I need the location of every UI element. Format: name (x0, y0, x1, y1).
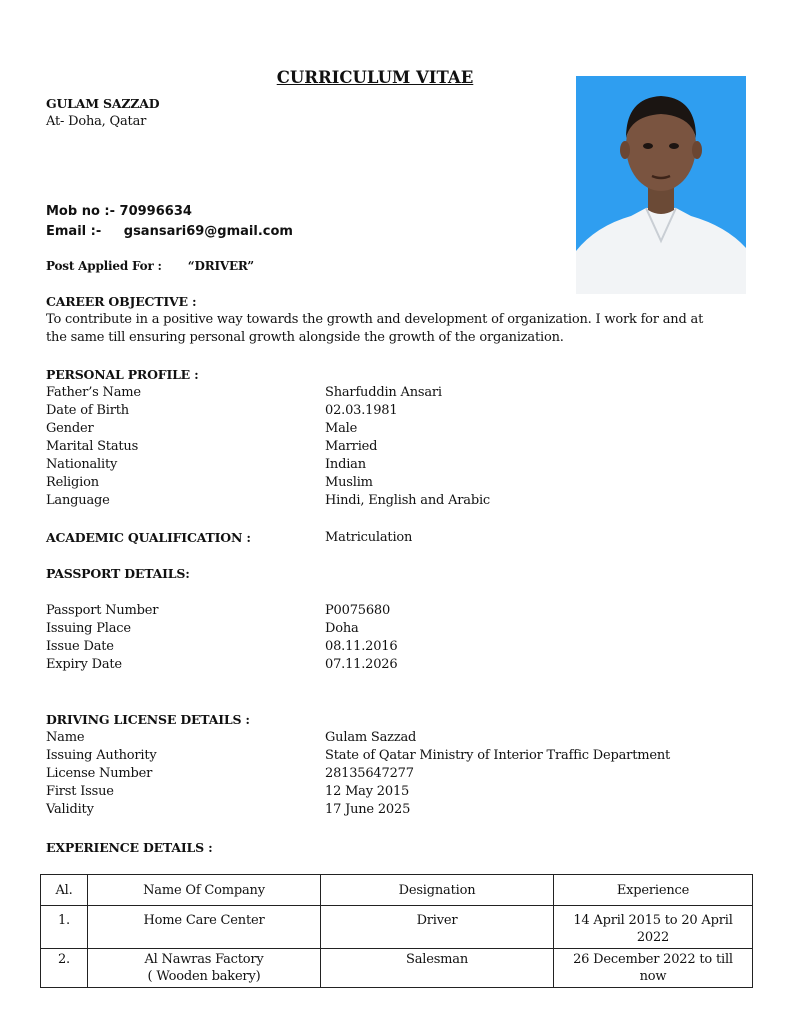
field-value: Indian (325, 457, 366, 472)
column-header-designation: Designation (321, 875, 554, 906)
field-value: State of Qatar Ministry of Interior Traffic Department (325, 748, 671, 763)
field-label: Issuing Place (46, 621, 131, 636)
field-value: 02.03.1981 (325, 403, 398, 418)
company-name: Al Nawras Factory (144, 952, 264, 967)
field-value: Married (325, 439, 378, 454)
field-label: Date of Birth (46, 403, 129, 418)
driving-license-heading: DRIVING LICENSE DETAILS : (46, 712, 250, 727)
field-label: Issue Date (46, 639, 114, 654)
passport-details-heading: PASSPORT DETAILS: (46, 566, 190, 581)
field-label: Language (46, 493, 110, 508)
personal-row-nationality (46, 456, 746, 474)
license-row-validity (46, 801, 746, 819)
post-applied-line (46, 259, 254, 273)
experience-cell: 26 December 2022 to till now (554, 949, 753, 988)
field-value: 08.11.2016 (325, 639, 398, 654)
table-header-row (41, 875, 753, 906)
experience-cell: 14 April 2015 to 20 April 2022 (554, 906, 753, 949)
personal-row-dob (46, 402, 746, 420)
person-portrait-icon (576, 76, 746, 294)
field-label: Expiry Date (46, 657, 122, 672)
license-row-first-issue (46, 783, 746, 801)
personal-row-gender (46, 420, 746, 438)
field-label: Name (46, 730, 85, 745)
field-label: Father’s Name (46, 385, 141, 400)
designation-cell: Salesman (321, 949, 554, 988)
field-label: Marital Status (46, 439, 139, 454)
email-line (46, 224, 293, 239)
post-applied-value: “DRIVER” (187, 259, 254, 273)
serial-cell: 1. (41, 906, 88, 949)
field-value: 28135647277 (325, 766, 414, 781)
post-applied-label: Post Applied For : (46, 259, 162, 273)
designation-cell: Driver (321, 906, 554, 949)
academic-qualification-value: Matriculation (325, 530, 413, 545)
field-label: First Issue (46, 784, 114, 799)
mobile-number: 70996634 (119, 204, 192, 219)
field-value: P0075680 (325, 603, 391, 618)
field-value: Hindi, English and Arabic (325, 493, 490, 508)
passport-row-place (46, 620, 746, 638)
experience-table (40, 874, 753, 988)
career-objective-heading: CAREER OBJECTIVE : (46, 294, 197, 309)
academic-qualification-row (46, 529, 746, 547)
experience-details-heading: EXPERIENCE DETAILS : (46, 840, 213, 855)
field-value: 17 June 2025 (325, 802, 411, 817)
personal-row-language (46, 492, 746, 510)
table-row (41, 906, 753, 949)
academic-qualification-heading: ACADEMIC QUALIFICATION : (46, 530, 251, 545)
candidate-name: GULAM SAZZAD (46, 96, 160, 111)
career-objective-line-2: the same till ensuring personal growth alongside the growth of the organization. (46, 330, 564, 345)
personal-row-marital (46, 438, 746, 456)
license-row-number (46, 765, 746, 783)
field-value: Sharfuddin Ansari (325, 385, 442, 400)
table-row (41, 949, 753, 988)
field-value: 07.11.2026 (325, 657, 398, 672)
passport-row-number (46, 602, 746, 620)
field-label: Religion (46, 475, 99, 490)
serial-cell: 2. (41, 949, 88, 988)
company-cell (88, 949, 321, 988)
company-cell: Home Care Center (88, 906, 321, 949)
field-label: Validity (46, 802, 94, 817)
field-value: Muslim (325, 475, 373, 490)
document-title: CURRICULUM VITAE (276, 68, 474, 87)
column-header-serial: Al. (41, 875, 88, 906)
field-value: 12 May 2015 (325, 784, 410, 799)
company-note: ( Wooden bakery) (147, 969, 261, 984)
field-value: Male (325, 421, 358, 436)
field-value: Doha (325, 621, 359, 636)
field-label: License Number (46, 766, 153, 781)
license-row-name (46, 729, 746, 747)
personal-row-religion (46, 474, 746, 492)
field-value: Gulam Sazzad (325, 730, 417, 745)
column-header-experience: Experience (554, 875, 753, 906)
column-header-company: Name Of Company (88, 875, 321, 906)
field-label: Nationality (46, 457, 118, 472)
license-row-authority (46, 747, 746, 765)
passport-row-issue-date (46, 638, 746, 656)
email-label: Email :- (46, 224, 102, 239)
mobile-line (46, 204, 192, 219)
personal-profile-heading: PERSONAL PROFILE : (46, 367, 199, 382)
passport-row-expiry-date (46, 656, 746, 674)
field-label: Gender (46, 421, 94, 436)
profile-photo (576, 76, 746, 294)
candidate-address: At- Doha, Qatar (46, 114, 147, 129)
mobile-label: Mob no :- (46, 204, 116, 219)
field-label: Issuing Authority (46, 748, 157, 763)
career-objective-line-1: To contribute in a positive way towards the growth and development of organization. I work for and at (46, 312, 704, 327)
email-address: gsansari69@gmail.com (123, 224, 293, 239)
personal-row-father (46, 384, 746, 402)
field-label: Passport Number (46, 603, 159, 618)
